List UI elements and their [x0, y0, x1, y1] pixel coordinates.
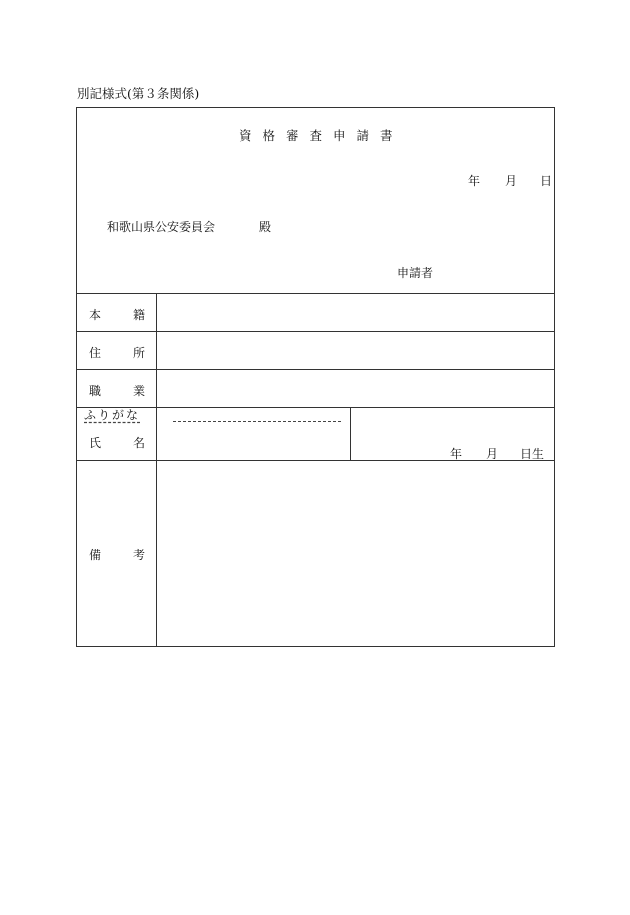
addressee: 和歌山県公安委員会 [107, 220, 216, 234]
name-label-char2: 名 [133, 436, 146, 450]
name-label-char1: 氏 [89, 436, 102, 450]
remarks-field[interactable] [157, 461, 554, 646]
birth-day-label: 日生 [520, 447, 545, 461]
birth-column-divider [350, 407, 351, 460]
birth-month-label: 月 [486, 447, 499, 461]
date-year-label: 年 [468, 174, 481, 188]
honorific: 殿 [259, 220, 272, 234]
occupation-field[interactable] [157, 370, 554, 407]
honseki-field[interactable] [157, 294, 554, 331]
date-day-label: 日 [540, 174, 553, 188]
form-caption: 別記様式(第３条関係) [77, 86, 200, 101]
form-title: 資格審査申請書 [239, 128, 404, 143]
address-field[interactable] [157, 332, 554, 369]
applicant-label: 申請者 [397, 266, 434, 280]
address-label-char2: 所 [133, 346, 146, 360]
application-form [76, 107, 555, 647]
address-label-char1: 住 [89, 346, 102, 360]
name-field[interactable] [157, 408, 349, 460]
remarks-label-char1: 備 [89, 548, 102, 562]
remarks-label-char2: 考 [133, 548, 146, 562]
furigana-label: ふりがな [84, 408, 141, 422]
date-month-label: 月 [505, 174, 518, 188]
honseki-label-char2: 籍 [133, 308, 146, 322]
honseki-label-char1: 本 [89, 308, 102, 322]
birth-year-label: 年 [450, 447, 463, 461]
occupation-label-char2: 業 [133, 384, 146, 398]
occupation-label-char1: 職 [89, 384, 102, 398]
